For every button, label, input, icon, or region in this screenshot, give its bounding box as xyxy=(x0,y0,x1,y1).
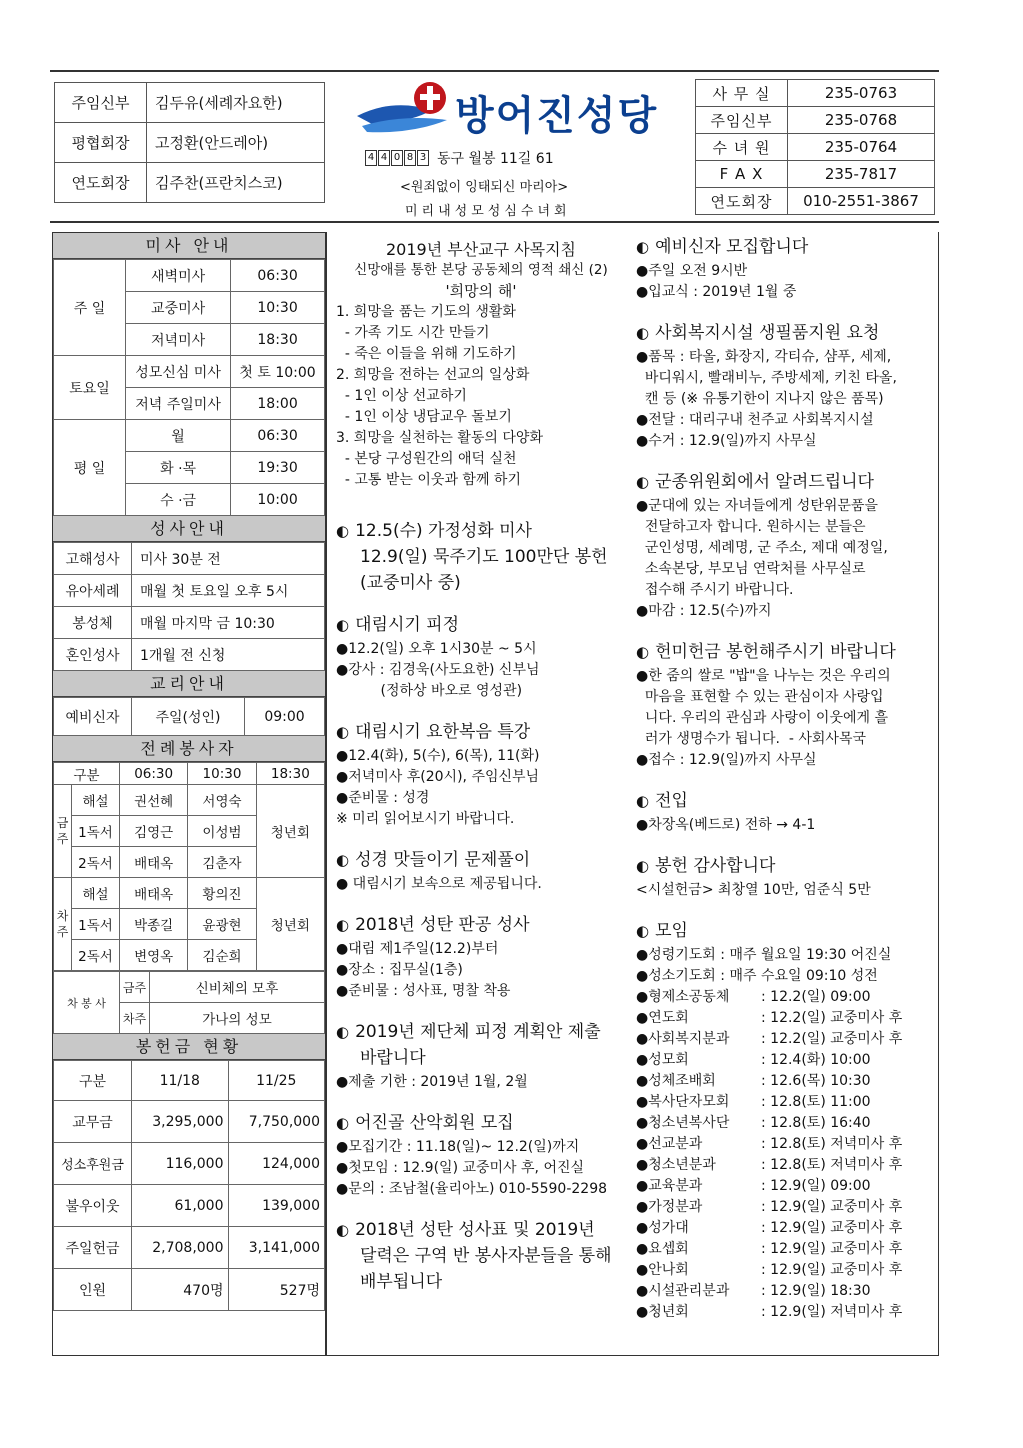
card-heading xyxy=(336,1218,626,1242)
half-circle-icon: ◐ xyxy=(336,616,350,634)
mass-name: 성모신심 미사 xyxy=(126,356,231,388)
mass-time: 19:30 xyxy=(231,452,325,484)
choir-label: 차 봉 사 xyxy=(54,972,120,1034)
family-mass-heading xyxy=(336,519,626,543)
military-heading xyxy=(636,470,936,494)
staff-name: 김두유(세례자요한) xyxy=(147,83,325,123)
mass-name: 새벽미사 xyxy=(126,260,231,292)
list-item: ●주일 오전 9시반 xyxy=(636,263,748,279)
mass-day: 토요일 xyxy=(54,356,126,420)
half-circle-icon: ◐ xyxy=(636,792,650,810)
list-item: ●군대에 있는 자녀들에게 성탄위문품을 xyxy=(636,498,878,514)
sacrament-time: 1개월 전 신청 xyxy=(132,639,325,671)
server-evening: 청년회 xyxy=(256,785,324,878)
list-item: ●강사 : 김경욱(사도요한) 신부님 xyxy=(336,662,540,678)
zip-digit: 8 xyxy=(404,150,416,166)
doctrine-day: 주일(성인) xyxy=(132,698,245,736)
list-item: 군인성명, 세례명, 군 주소, 제대 예정일, xyxy=(636,540,888,556)
offering-label: 인원 xyxy=(54,1269,132,1311)
heading-text: 예비신자 모집합니다 xyxy=(655,237,809,257)
mass-title: 미사 안내 xyxy=(53,233,325,259)
half-circle-icon: ◐ xyxy=(636,643,650,661)
meeting-time: : 12.8(토) 저녁미사 후 xyxy=(761,1157,903,1173)
middle-column xyxy=(336,235,626,1296)
right-column xyxy=(636,235,936,1323)
servers-header: 10:30 xyxy=(188,763,256,785)
staff-role: 주임신부 xyxy=(55,83,147,123)
offering-header: 11/18 xyxy=(132,1061,229,1101)
choir-week: 차주 xyxy=(120,1003,150,1034)
contact-phone: 235-0768 xyxy=(788,107,935,134)
staff-role: 평협회장 xyxy=(55,123,147,163)
offering-value: 124,000 xyxy=(228,1143,325,1185)
list-item: ●모집기간 : 11.18(일)~ 12.2(일)까지 xyxy=(336,1139,580,1155)
meeting-item xyxy=(636,945,936,966)
list-item: - 고통 받는 이웃과 함께 하기 xyxy=(336,472,521,488)
contact-label: 연도회장 xyxy=(696,188,788,215)
list-item: ●문의 : 조남철(율리아노) 010-5590-2298 xyxy=(336,1181,608,1197)
meeting-group: ●안나회 xyxy=(636,1262,689,1278)
doctrine-title: 교리안내 xyxy=(53,671,325,697)
top-rule xyxy=(50,70,939,72)
plan-heading xyxy=(336,1020,626,1044)
meeting-item xyxy=(636,1008,936,1029)
meeting-group: ●교육분과 xyxy=(636,1178,703,1194)
heading-text: 12.5(수) 가정성화 미사 xyxy=(355,521,532,541)
list-item: ● 대림시기 보속으로 제공됩니다. xyxy=(336,876,542,892)
sacrament-name: 혼인성사 xyxy=(54,639,132,671)
half-circle-icon: ◐ xyxy=(336,522,350,540)
meeting-group: ●시설관리분과 xyxy=(636,1283,730,1299)
retreat-heading xyxy=(336,613,626,637)
family-mass-line: 12.9(일) 묵주기도 100만단 봉헌 xyxy=(360,547,608,567)
meeting-time: : 12.8(토) 11:00 xyxy=(761,1094,871,1110)
list-item: ●제출 기한 : 2019년 1월, 2월 xyxy=(336,1074,528,1090)
list-item: 마음을 표현할 수 있는 관심이자 사랑입 xyxy=(636,689,884,705)
server-evening: 청년회 xyxy=(256,878,324,971)
offering-label: 불우이웃 xyxy=(54,1185,132,1227)
half-circle-icon: ◐ xyxy=(636,238,650,256)
staff-table xyxy=(54,82,325,203)
list-item: ●차장옥(베드로) 전하 → 4-1 xyxy=(636,817,816,833)
mass-day: 평 일 xyxy=(54,420,126,516)
list-item: 소속본당, 부모님 연락처를 사무실로 xyxy=(636,561,866,577)
heading-text: 달력은 구역 반 봉사자분들을 통해 xyxy=(360,1246,612,1266)
meeting-item xyxy=(636,1050,936,1071)
mass-table xyxy=(53,259,325,516)
list-item: ●한 줌의 쌀로 "밥"을 나누는 것은 우리의 xyxy=(636,668,891,684)
meeting-time: : 12.2(일) 교중미사 후 xyxy=(761,1010,903,1026)
half-circle-icon: ◐ xyxy=(336,723,350,741)
list-item: ●품목 : 타올, 화장지, 각티슈, 샴푸, 세제, xyxy=(636,349,892,365)
mass-name: 월 xyxy=(126,420,231,452)
meeting-group: ●청년회 xyxy=(636,1304,689,1320)
list-item: ●입교식 : 2019년 1월 중 xyxy=(636,284,797,300)
list-item: 2. 희망을 전하는 선교의 일상화 xyxy=(336,367,530,383)
sacrament-name: 봉성체 xyxy=(54,607,132,639)
meeting-item xyxy=(636,1029,936,1050)
heading-text: 사회복지시설 생필품지원 요청 xyxy=(655,323,880,343)
list-item: ●대림 제1주일(12.2)부터 xyxy=(336,941,499,957)
zip-digit: 4 xyxy=(365,150,377,166)
list-item: 1. 희망을 품는 기도의 생활화 xyxy=(336,304,516,320)
bottom-rule xyxy=(326,1355,939,1356)
half-circle-icon: ◐ xyxy=(336,1114,350,1132)
meeting-item xyxy=(636,1092,936,1113)
meeting-time: : 12.8(토) 저녁미사 후 xyxy=(761,1136,903,1152)
pastoral-subtitle: 신망애를 통한 본당 공동체의 영적 쇄신 (2) xyxy=(354,262,608,278)
list-item: ※ 미리 읽어보시기 바랍니다. xyxy=(336,811,515,827)
choir-table xyxy=(53,971,325,1034)
hike-heading xyxy=(336,1111,626,1135)
contact-phone: 235-7817 xyxy=(788,161,935,188)
meeting-item xyxy=(636,1281,936,1302)
mass-name: 저녁 주일미사 xyxy=(126,388,231,420)
meeting-time: : 12.2(일) 09:00 xyxy=(761,989,871,1005)
list-item: ●장소 : 집무실(1층) xyxy=(336,962,463,978)
list-item: ●첫모임 : 12.9(일) 교중미사 후, 어진실 xyxy=(336,1160,585,1176)
half-circle-icon: ◐ xyxy=(336,916,350,934)
motto: <원죄없이 잉태되신 마리아> xyxy=(400,180,569,195)
sacrament-time: 미사 30분 전 xyxy=(132,543,325,575)
list-item: 바디워시, 빨래비누, 주방세제, 키친 타올, xyxy=(636,370,897,386)
mass-time: 18:00 xyxy=(231,388,325,420)
list-item: - 1인 이상 냉담교우 돌보기 xyxy=(336,409,512,425)
list-item: ●12.4(화), 5(수), 6(목), 11(화) xyxy=(336,748,540,764)
sacrament-title: 성사안내 xyxy=(53,516,325,542)
sacrament-time: 매월 첫 토요일 오후 5시 xyxy=(132,575,325,607)
meeting-time: : 12.8(토) 16:40 xyxy=(761,1115,871,1131)
meeting-time: : 12.9(일) 교중미사 후 xyxy=(761,1199,903,1215)
zip-code xyxy=(365,150,429,166)
mass-time: 18:30 xyxy=(231,324,325,356)
half-circle-icon: ◐ xyxy=(636,857,650,875)
server-name: 윤광현 xyxy=(188,909,256,940)
pastoral-title: 2019년 부산교구 사목지침 xyxy=(386,240,576,259)
doctrine-table xyxy=(53,697,325,736)
meeting-item xyxy=(636,1197,936,1218)
meeting-group: ●사회복지분과 xyxy=(636,1031,730,1047)
choir-name: 가나의 성모 xyxy=(150,1003,325,1034)
mass-time: 첫 토 10:00 xyxy=(231,356,325,388)
heading-text: 성경 맛들이기 문제풀이 xyxy=(355,850,531,870)
contact-phone: 235-0764 xyxy=(788,134,935,161)
half-circle-icon: ◐ xyxy=(336,1023,350,1041)
family-mass-line: (교중미사 중) xyxy=(360,573,461,593)
list-item: 전달하고자 합니다. 원하시는 분들은 xyxy=(636,519,866,535)
address xyxy=(365,148,554,168)
xmas-heading xyxy=(336,913,626,937)
john-heading xyxy=(336,720,626,744)
street-address: 동구 월봉 11길 61 xyxy=(437,151,554,167)
staff-role: 연도회장 xyxy=(55,163,147,203)
meeting-group: ●성령기도회 : 매주 월요일 19:30 어진실 xyxy=(636,947,892,963)
meeting-time: : 12.9(일) 18:30 xyxy=(761,1283,871,1299)
meeting-time: : 12.9(일) 교중미사 후 xyxy=(761,1262,903,1278)
meeting-group: ●성가대 xyxy=(636,1220,689,1236)
contact-label: F A X xyxy=(696,161,788,188)
list-item: - 본당 구성원간의 애덕 실천 xyxy=(336,451,517,467)
doctrine-time: 09:00 xyxy=(245,698,325,736)
sacrament-name: 고해성사 xyxy=(54,543,132,575)
offering-header: 11/25 xyxy=(228,1061,325,1101)
heading-text: 헌미헌금 봉헌해주시기 바랍니다 xyxy=(655,642,896,662)
server-name: 변영옥 xyxy=(120,940,188,971)
sacrament-time: 매월 마지막 금 10:30 xyxy=(132,607,325,639)
doctrine-label: 예비신자 xyxy=(54,698,132,736)
contact-label: 사 무 실 xyxy=(696,80,788,107)
servers-header: 구분 xyxy=(54,763,120,785)
meeting-item xyxy=(636,1260,936,1281)
offering-value: 116,000 xyxy=(132,1143,229,1185)
meeting-item xyxy=(636,966,936,987)
list-item: 3. 희망을 실천하는 활동의 다양화 xyxy=(336,430,543,446)
heading-text: 어진골 산악회원 모집 xyxy=(355,1113,514,1133)
meeting-item xyxy=(636,1155,936,1176)
welfare-heading xyxy=(636,321,936,345)
half-circle-icon: ◐ xyxy=(636,473,650,491)
contact-phone: 235-0763 xyxy=(788,80,935,107)
header-rule xyxy=(50,221,939,223)
list-item: ●수거 : 12.9(일)까지 사무실 xyxy=(636,433,817,449)
mass-day: 주 일 xyxy=(54,260,126,356)
zip-digit: 0 xyxy=(391,150,403,166)
list-item: ●마감 : 12.5(수)까지 xyxy=(636,603,772,619)
server-name: 배태옥 xyxy=(120,847,188,878)
zip-digit: 3 xyxy=(417,150,429,166)
server-name: 황의진 xyxy=(188,878,256,909)
offering-value: 470명 xyxy=(132,1269,229,1311)
choir-name: 신비체의 모후 xyxy=(150,972,325,1003)
meeting-group: ●성체조배회 xyxy=(636,1073,716,1089)
meeting-item xyxy=(636,1113,936,1134)
left-column xyxy=(52,232,326,1356)
heading-text: 대림시기 요한복음 특강 xyxy=(355,722,531,742)
list-item: ●12.2(일) 오후 1시30분 ~ 5시 xyxy=(336,641,537,657)
staff-name: 김주찬(프란치스코) xyxy=(147,163,325,203)
mass-name: 교중미사 xyxy=(126,292,231,324)
meeting-group: ●연도회 xyxy=(636,1010,689,1026)
servers-table xyxy=(53,762,325,971)
meeting-item xyxy=(636,1134,936,1155)
mass-name: 저녁미사 xyxy=(126,324,231,356)
offering-value: 3,141,000 xyxy=(228,1227,325,1269)
meeting-group: ●청소년분과 xyxy=(636,1157,716,1173)
meeting-group: ●청소년복사단 xyxy=(636,1115,730,1131)
half-circle-icon: ◐ xyxy=(336,851,350,869)
servers-role: 1독서 xyxy=(72,909,120,940)
offering-value: 3,295,000 xyxy=(132,1101,229,1143)
heading-text: 2018년 성탄 성사표 및 2019년 xyxy=(355,1220,595,1240)
contact-table xyxy=(695,79,935,215)
right-border xyxy=(938,232,939,1356)
catechumen-heading xyxy=(636,235,936,259)
meeting-item xyxy=(636,1239,936,1260)
list-item: (정하상 바오로 영성관) xyxy=(336,683,523,699)
list-item: <시설헌금> 최창열 10만, 엄준식 5만 xyxy=(636,882,871,898)
meeting-group: ●요셉회 xyxy=(636,1241,689,1257)
servers-role: 1독서 xyxy=(72,816,120,847)
meeting-group: ●선교분과 xyxy=(636,1136,703,1152)
mass-time: 06:30 xyxy=(231,260,325,292)
meeting-time: : 12.9(일) 09:00 xyxy=(761,1178,871,1194)
offering-label: 성소후원금 xyxy=(54,1143,132,1185)
meetings-heading xyxy=(636,919,936,943)
list-item: 접수해 주시기 바랍니다. xyxy=(636,582,794,598)
meeting-time: : 12.9(일) 교중미사 후 xyxy=(761,1241,903,1257)
list-item: ●준비물 : 성경 xyxy=(336,790,430,806)
meeting-group: ●성모회 xyxy=(636,1052,689,1068)
half-circle-icon: ◐ xyxy=(636,922,650,940)
contact-label: 주임신부 xyxy=(696,107,788,134)
pastoral-theme: '희망의 해' xyxy=(445,282,517,300)
choir-week: 금주 xyxy=(120,972,150,1003)
contact-label: 수 녀 원 xyxy=(696,134,788,161)
server-name: 김영근 xyxy=(120,816,188,847)
bible-heading xyxy=(336,848,626,872)
half-circle-icon: ◐ xyxy=(336,1221,350,1239)
servers-role: 해설 xyxy=(72,878,120,909)
server-name: 김순희 xyxy=(188,940,256,971)
thanks-heading xyxy=(636,854,936,878)
servers-header: 06:30 xyxy=(120,763,188,785)
meeting-item xyxy=(636,1176,936,1197)
servers-week: 금주 xyxy=(54,785,72,878)
meeting-group: ●가정분과 xyxy=(636,1199,703,1215)
offering-value: 2,708,000 xyxy=(132,1227,229,1269)
mass-time: 06:30 xyxy=(231,420,325,452)
mass-time: 10:30 xyxy=(231,292,325,324)
list-item: ●저녁미사 후(20시), 주임신부님 xyxy=(336,769,540,785)
meeting-time: : 12.9(일) 교중미사 후 xyxy=(761,1220,903,1236)
offering-title: 봉헌금 현황 xyxy=(53,1034,325,1060)
sisters-name: 미리내성모성심수녀회 xyxy=(405,204,571,219)
mass-name: 화 ·목 xyxy=(126,452,231,484)
heading-text: 2019년 제단체 피정 계획안 제출 xyxy=(355,1022,601,1042)
meeting-group: ●성소기도회 : 매주 수요일 09:10 성전 xyxy=(636,968,878,984)
move-heading xyxy=(636,789,936,813)
servers-role: 2독서 xyxy=(72,940,120,971)
meeting-group: ●형제소공동체 xyxy=(636,989,730,1005)
heading-text: 모임 xyxy=(655,921,688,941)
meeting-time: : 12.9(일) 저녁미사 후 xyxy=(761,1304,903,1320)
rice-heading xyxy=(636,640,936,664)
zip-digit: 4 xyxy=(378,150,390,166)
meetings-list xyxy=(636,945,936,1323)
list-item: - 가족 기도 시간 만들기 xyxy=(336,325,490,341)
list-item: 캔 등 (※ 유통기한이 지나지 않은 품목) xyxy=(636,391,884,407)
servers-role: 2독서 xyxy=(72,847,120,878)
offering-table xyxy=(53,1060,325,1311)
heading-text: 봉헌 감사합니다 xyxy=(655,856,776,876)
servers-header: 18:30 xyxy=(256,763,324,785)
offering-label: 교무금 xyxy=(54,1101,132,1143)
meeting-time: : 12.6(목) 10:30 xyxy=(761,1073,871,1089)
servers-role: 해설 xyxy=(72,785,120,816)
offering-label: 주일헌금 xyxy=(54,1227,132,1269)
mass-time: 10:00 xyxy=(231,484,325,516)
offering-value: 139,000 xyxy=(228,1185,325,1227)
servers-week: 차주 xyxy=(54,878,72,971)
list-item: 러가 생명수가 됩니다. - 사회사목국 xyxy=(636,731,866,747)
heading-text: 2018년 성탄 판공 성사 xyxy=(355,915,530,935)
offering-header: 구분 xyxy=(54,1061,132,1101)
server-name: 박종길 xyxy=(120,909,188,940)
meeting-item xyxy=(636,1302,936,1323)
staff-name: 고정환(안드레아) xyxy=(147,123,325,163)
list-item: ●준비물 : 성사표, 명찰 착용 xyxy=(336,983,511,999)
heading-text: 군종위원회에서 알려드립니다 xyxy=(655,472,874,492)
offering-value: 527명 xyxy=(228,1269,325,1311)
server-name: 배태옥 xyxy=(120,878,188,909)
pastoral-list xyxy=(336,302,626,491)
server-name: 김춘자 xyxy=(188,847,256,878)
list-item: ●접수 : 12.9(일)까지 사무실 xyxy=(636,752,817,768)
heading-text: 전입 xyxy=(655,791,688,811)
servers-title: 전례봉사자 xyxy=(53,736,325,762)
meeting-item xyxy=(636,987,936,1008)
list-item: - 1인 이상 선교하기 xyxy=(336,388,467,404)
offering-value: 7,750,000 xyxy=(228,1101,325,1143)
meeting-time: : 12.2(일) 교중미사 후 xyxy=(761,1031,903,1047)
heading-text: 바랍니다 xyxy=(360,1048,426,1068)
offering-value: 61,000 xyxy=(132,1185,229,1227)
list-item: ●전달 : 대리구내 천주교 사회복지시설 xyxy=(636,412,874,428)
meeting-item xyxy=(636,1218,936,1239)
list-item: 니다. 우리의 관심과 사랑이 이웃에게 흘 xyxy=(636,710,888,726)
list-item: - 죽은 이들을 위해 기도하기 xyxy=(336,346,517,362)
heading-text: 대림시기 피정 xyxy=(355,615,460,635)
server-name: 서영숙 xyxy=(188,785,256,816)
server-name: 이성범 xyxy=(188,816,256,847)
heading-text: 배부됩니다 xyxy=(360,1272,443,1292)
half-circle-icon: ◐ xyxy=(636,324,650,342)
sacrament-table xyxy=(53,542,325,671)
server-name: 권선혜 xyxy=(120,785,188,816)
church-name: 방어진성당 xyxy=(455,93,659,139)
mass-name: 수 ·금 xyxy=(126,484,231,516)
meeting-time: : 12.4(화) 10:00 xyxy=(761,1052,871,1068)
column-divider xyxy=(326,232,327,1356)
sacrament-name: 유아세례 xyxy=(54,575,132,607)
contact-phone: 010-2551-3867 xyxy=(788,188,935,215)
meeting-group: ●복사단자모회 xyxy=(636,1094,730,1110)
meeting-item xyxy=(636,1071,936,1092)
